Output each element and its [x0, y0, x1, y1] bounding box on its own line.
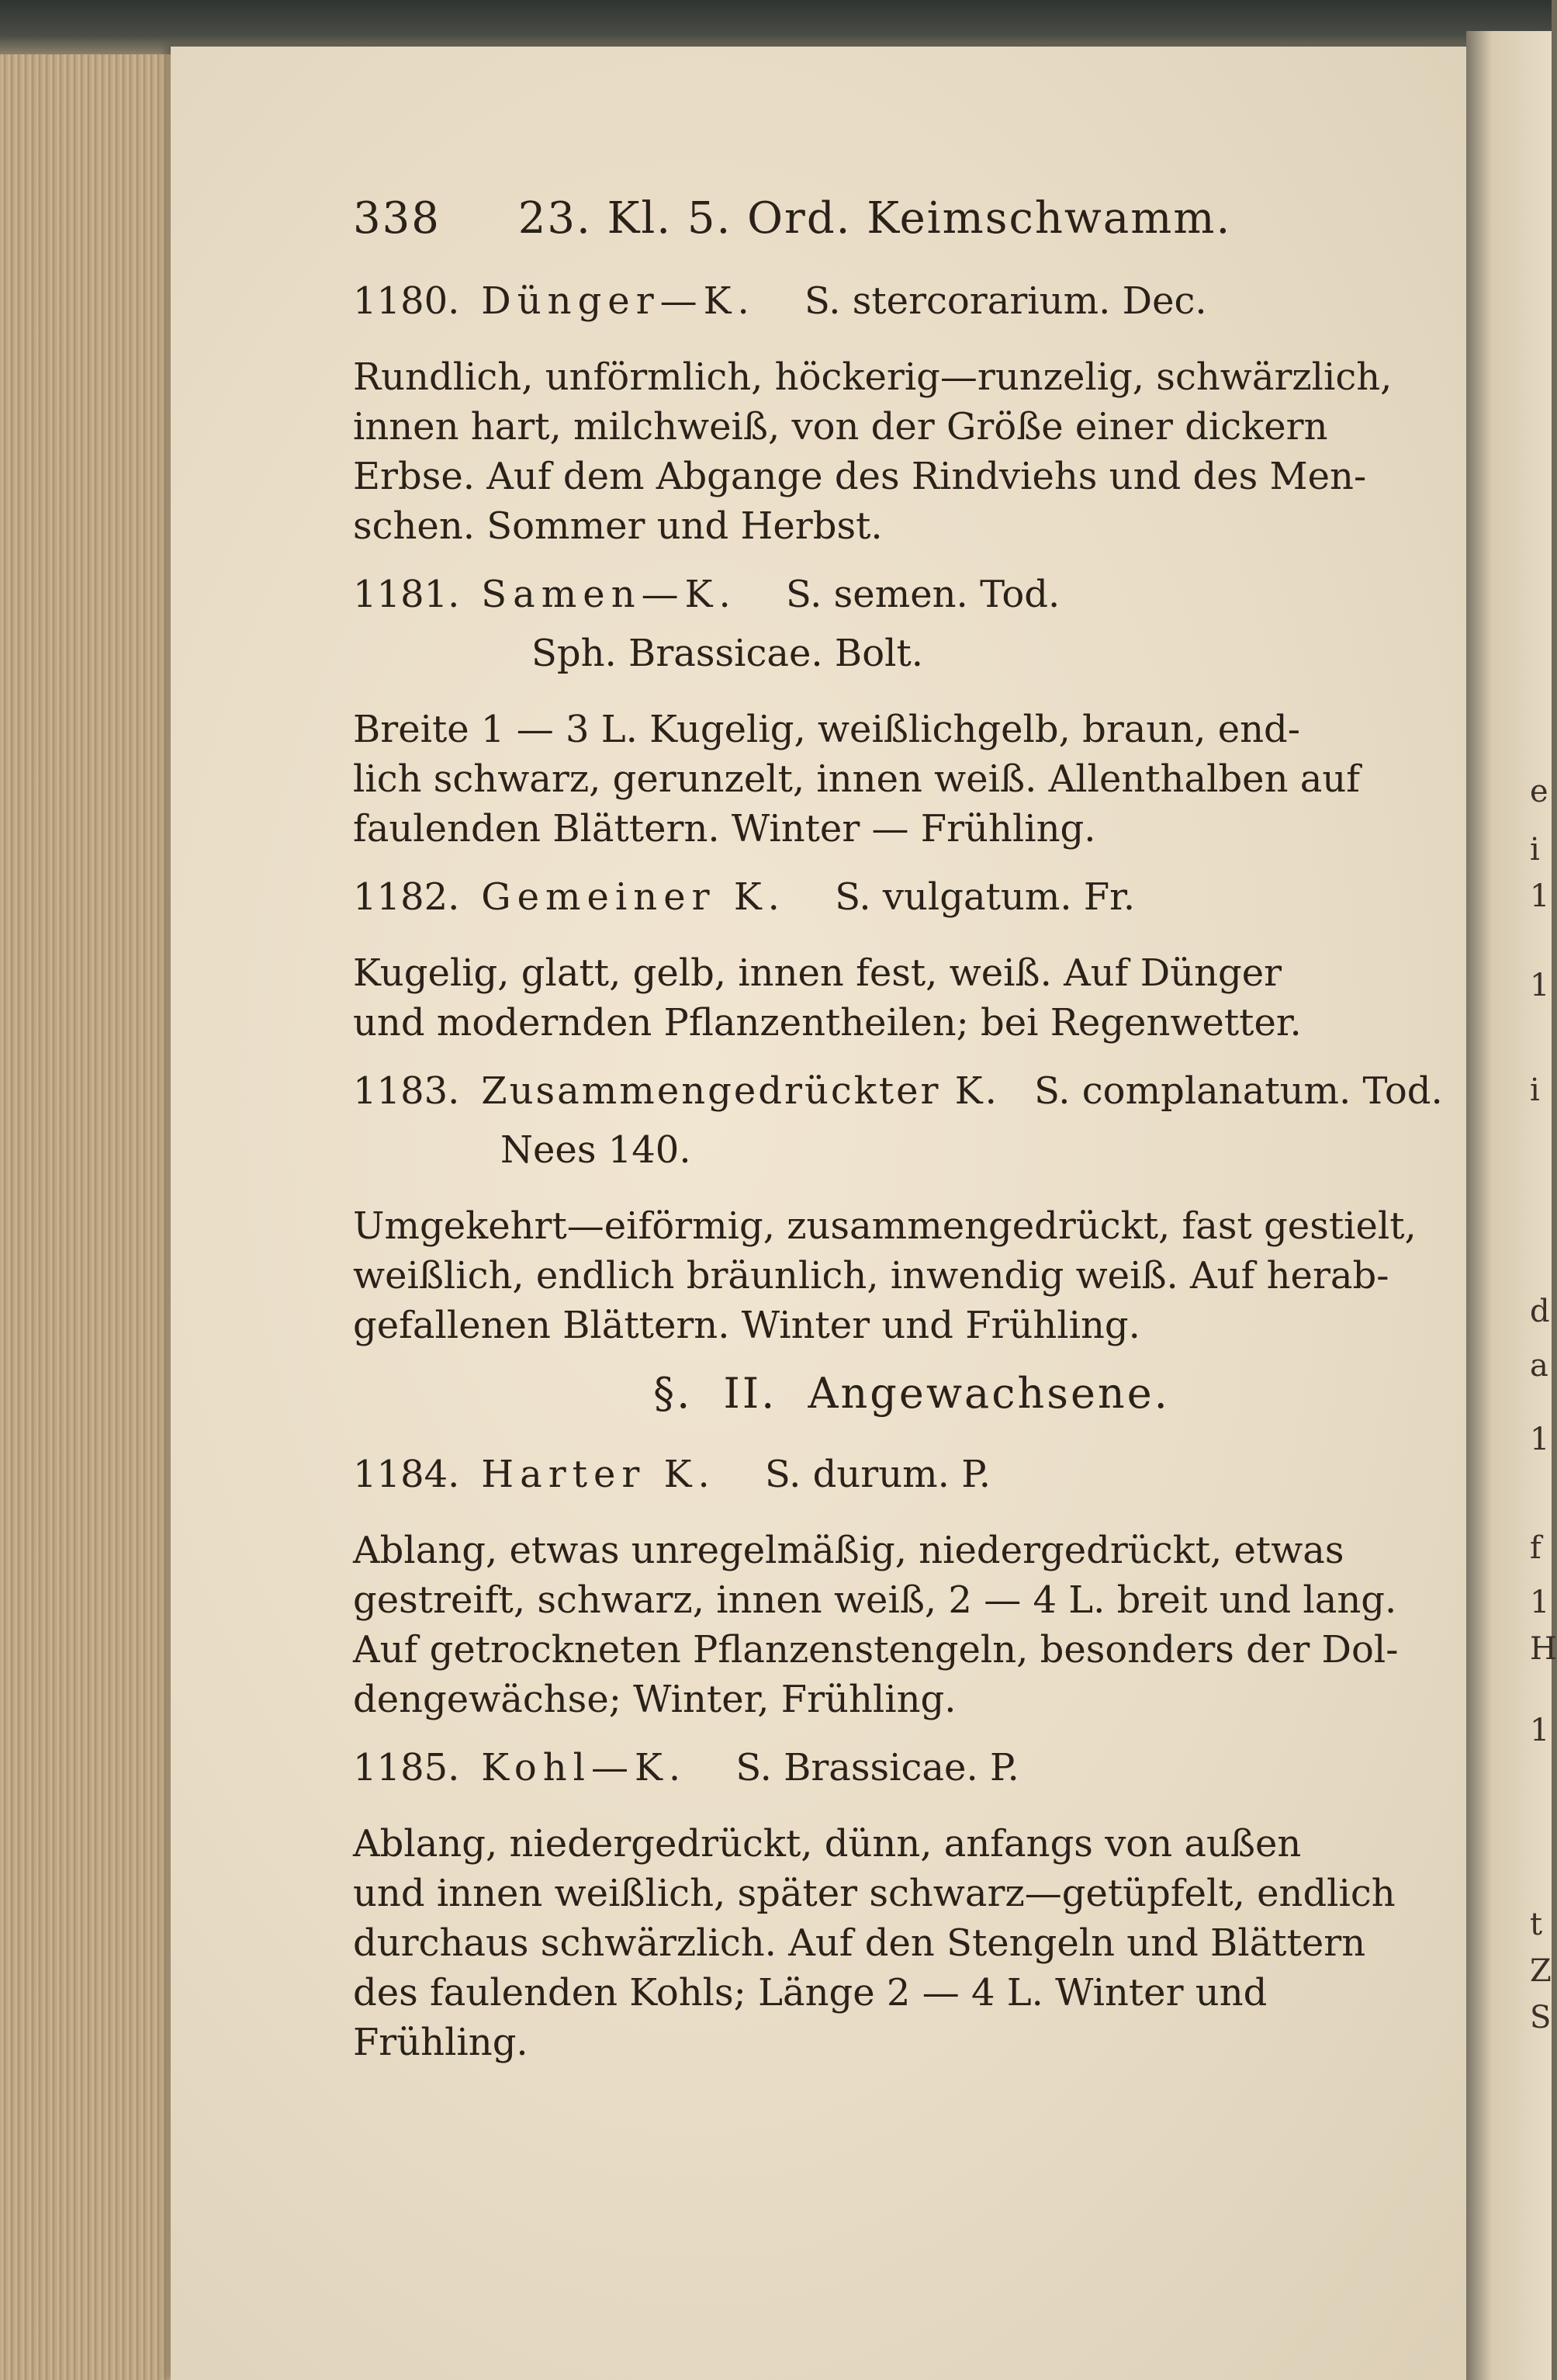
- entry-heading: [353, 1450, 1470, 1509]
- facing-letter: e: [1530, 774, 1548, 809]
- entry-heading: [353, 276, 1470, 335]
- facing-page-fragments: [1530, 0, 1557, 2380]
- page-number: 338: [353, 193, 441, 244]
- entry-scientific-name: S. Brassicae. P.: [735, 1746, 1019, 1789]
- text-line: Erbse. Auf dem Abgange des Rindviehs und des Men-: [353, 455, 1367, 498]
- facing-letter: a: [1530, 1348, 1548, 1384]
- facing-letter: i: [1530, 832, 1540, 868]
- entry-name: Harter K.: [481, 1453, 716, 1496]
- entry-number: 1180.: [353, 279, 460, 323]
- text-line: durchaus schwärzlich. Auf den Stengeln und Blättern: [353, 1921, 1366, 1965]
- entry-scientific-name: S. vulgatum. Fr.: [835, 875, 1136, 919]
- entry-name: Gemeiner K.: [481, 875, 786, 919]
- text-line: lich schwarz, gerunzelt, innen weiß. Allenthalben auf: [353, 757, 1361, 801]
- facing-letter: H: [1530, 1631, 1557, 1667]
- section-symbol: §.: [653, 1369, 693, 1418]
- facing-letter: S: [1530, 2000, 1552, 2035]
- facing-letter: d: [1530, 1294, 1550, 1329]
- text-line: Kugelig, glatt, gelb, innen fest, weiß. Auf Dünger: [353, 951, 1282, 995]
- facing-letter: 1: [1530, 1713, 1550, 1748]
- text-line: Ablang, niedergedrückt, dünn, anfangs von außen: [353, 1822, 1302, 1866]
- text-line: faulenden Blättern. Winter — Frühling.: [353, 807, 1096, 850]
- entry-scientific-name: S. complanatum. Tod.: [1034, 1069, 1443, 1113]
- entry-number: 1182.: [353, 875, 460, 919]
- entry-reference: Nees 140.: [500, 1128, 691, 1172]
- entry-description: [353, 705, 1470, 854]
- text-line: Umgekehrt—eiförmig, zusammengedrückt, fast gestielt,: [353, 1204, 1417, 1248]
- entry-heading: [353, 872, 1470, 931]
- entry-synonym: Sph. Brassicae. Bolt.: [531, 632, 923, 675]
- entry-description: [353, 1526, 1470, 1724]
- entry-scientific-name: S. stercorarium. Dec.: [804, 279, 1207, 323]
- entry-heading: [353, 1066, 1470, 1125]
- text-line: Rundlich, unförmlich, höckerig—runzelig, schwärzlich,: [353, 355, 1393, 399]
- page-stack-edge: [0, 54, 178, 2380]
- entry-scientific-name: S. durum. P.: [764, 1453, 991, 1496]
- text-line: gefallenen Blättern. Winter und Frühling.: [353, 1304, 1140, 1347]
- text-line: schen. Sommer und Herbst.: [353, 504, 883, 548]
- entry-name: Dünger—K.: [481, 279, 756, 323]
- entry-description: [353, 948, 1470, 1048]
- facing-letter: Z: [1530, 1953, 1552, 1989]
- text-line: und innen weißlich, später schwarz—getüpfelt, endlich: [353, 1872, 1396, 1915]
- facing-letter: t: [1530, 1907, 1543, 1942]
- text-line: Ablang, etwas unregelmäßig, niedergedrückt, etwas: [353, 1529, 1344, 1572]
- facing-letter: 1: [1530, 878, 1550, 914]
- section-title: Angewachsene.: [808, 1369, 1170, 1418]
- entry-name: Kohl—K.: [481, 1746, 687, 1789]
- facing-letter: 1: [1530, 968, 1550, 1003]
- text-line: innen hart, milchweiß, von der Größe einer dickern: [353, 405, 1328, 449]
- entry-heading: [353, 570, 1470, 629]
- entry-number: 1181.: [353, 573, 460, 616]
- text-line: gestreift, schwarz, innen weiß, 2 — 4 L. breit und lang.: [353, 1578, 1397, 1622]
- section-numeral: II.: [723, 1369, 777, 1418]
- facing-letter: f: [1530, 1530, 1541, 1566]
- text-line: des faulenden Kohls; Länge 2 — 4 L. Winter und: [353, 1971, 1268, 2015]
- text-line: Frühling.: [353, 2021, 528, 2064]
- entry-number: 1184.: [353, 1453, 460, 1496]
- running-header: [353, 194, 1470, 265]
- entry-name: Zusammengedrückter K.: [481, 1069, 999, 1113]
- entry-number: 1183.: [353, 1069, 460, 1113]
- text-line: Auf getrockneten Pflanzenstengeln, besonders der Dol-: [353, 1628, 1399, 1672]
- entry-name: Samen—K.: [481, 573, 737, 616]
- facing-letter: i: [1530, 1072, 1540, 1108]
- entry-heading: [353, 1743, 1470, 1802]
- entry-description: [353, 1819, 1470, 2067]
- entry-number: 1185.: [353, 1746, 460, 1789]
- entry-description: [353, 352, 1470, 551]
- facing-letter: 1: [1530, 1422, 1550, 1457]
- text-line: weißlich, endlich bräunlich, inwendig weiß. Auf herab-: [353, 1254, 1389, 1297]
- entry-scientific-name: S. semen. Tod.: [785, 573, 1060, 616]
- text-line: dengewächse; Winter, Frühling.: [353, 1678, 957, 1721]
- page-text: [353, 194, 1470, 2086]
- text-line: und modernden Pflanzentheilen; bei Regenwetter.: [353, 1001, 1302, 1044]
- entry-description: [353, 1201, 1470, 1350]
- text-line: Breite 1 — 3 L. Kugelig, weißlichgelb, braun, end-: [353, 708, 1300, 751]
- facing-letter: 1: [1530, 1585, 1550, 1620]
- running-title: 23. Kl. 5. Ord. Keimschwamm.: [517, 193, 1232, 244]
- section-heading: [353, 1369, 1470, 1439]
